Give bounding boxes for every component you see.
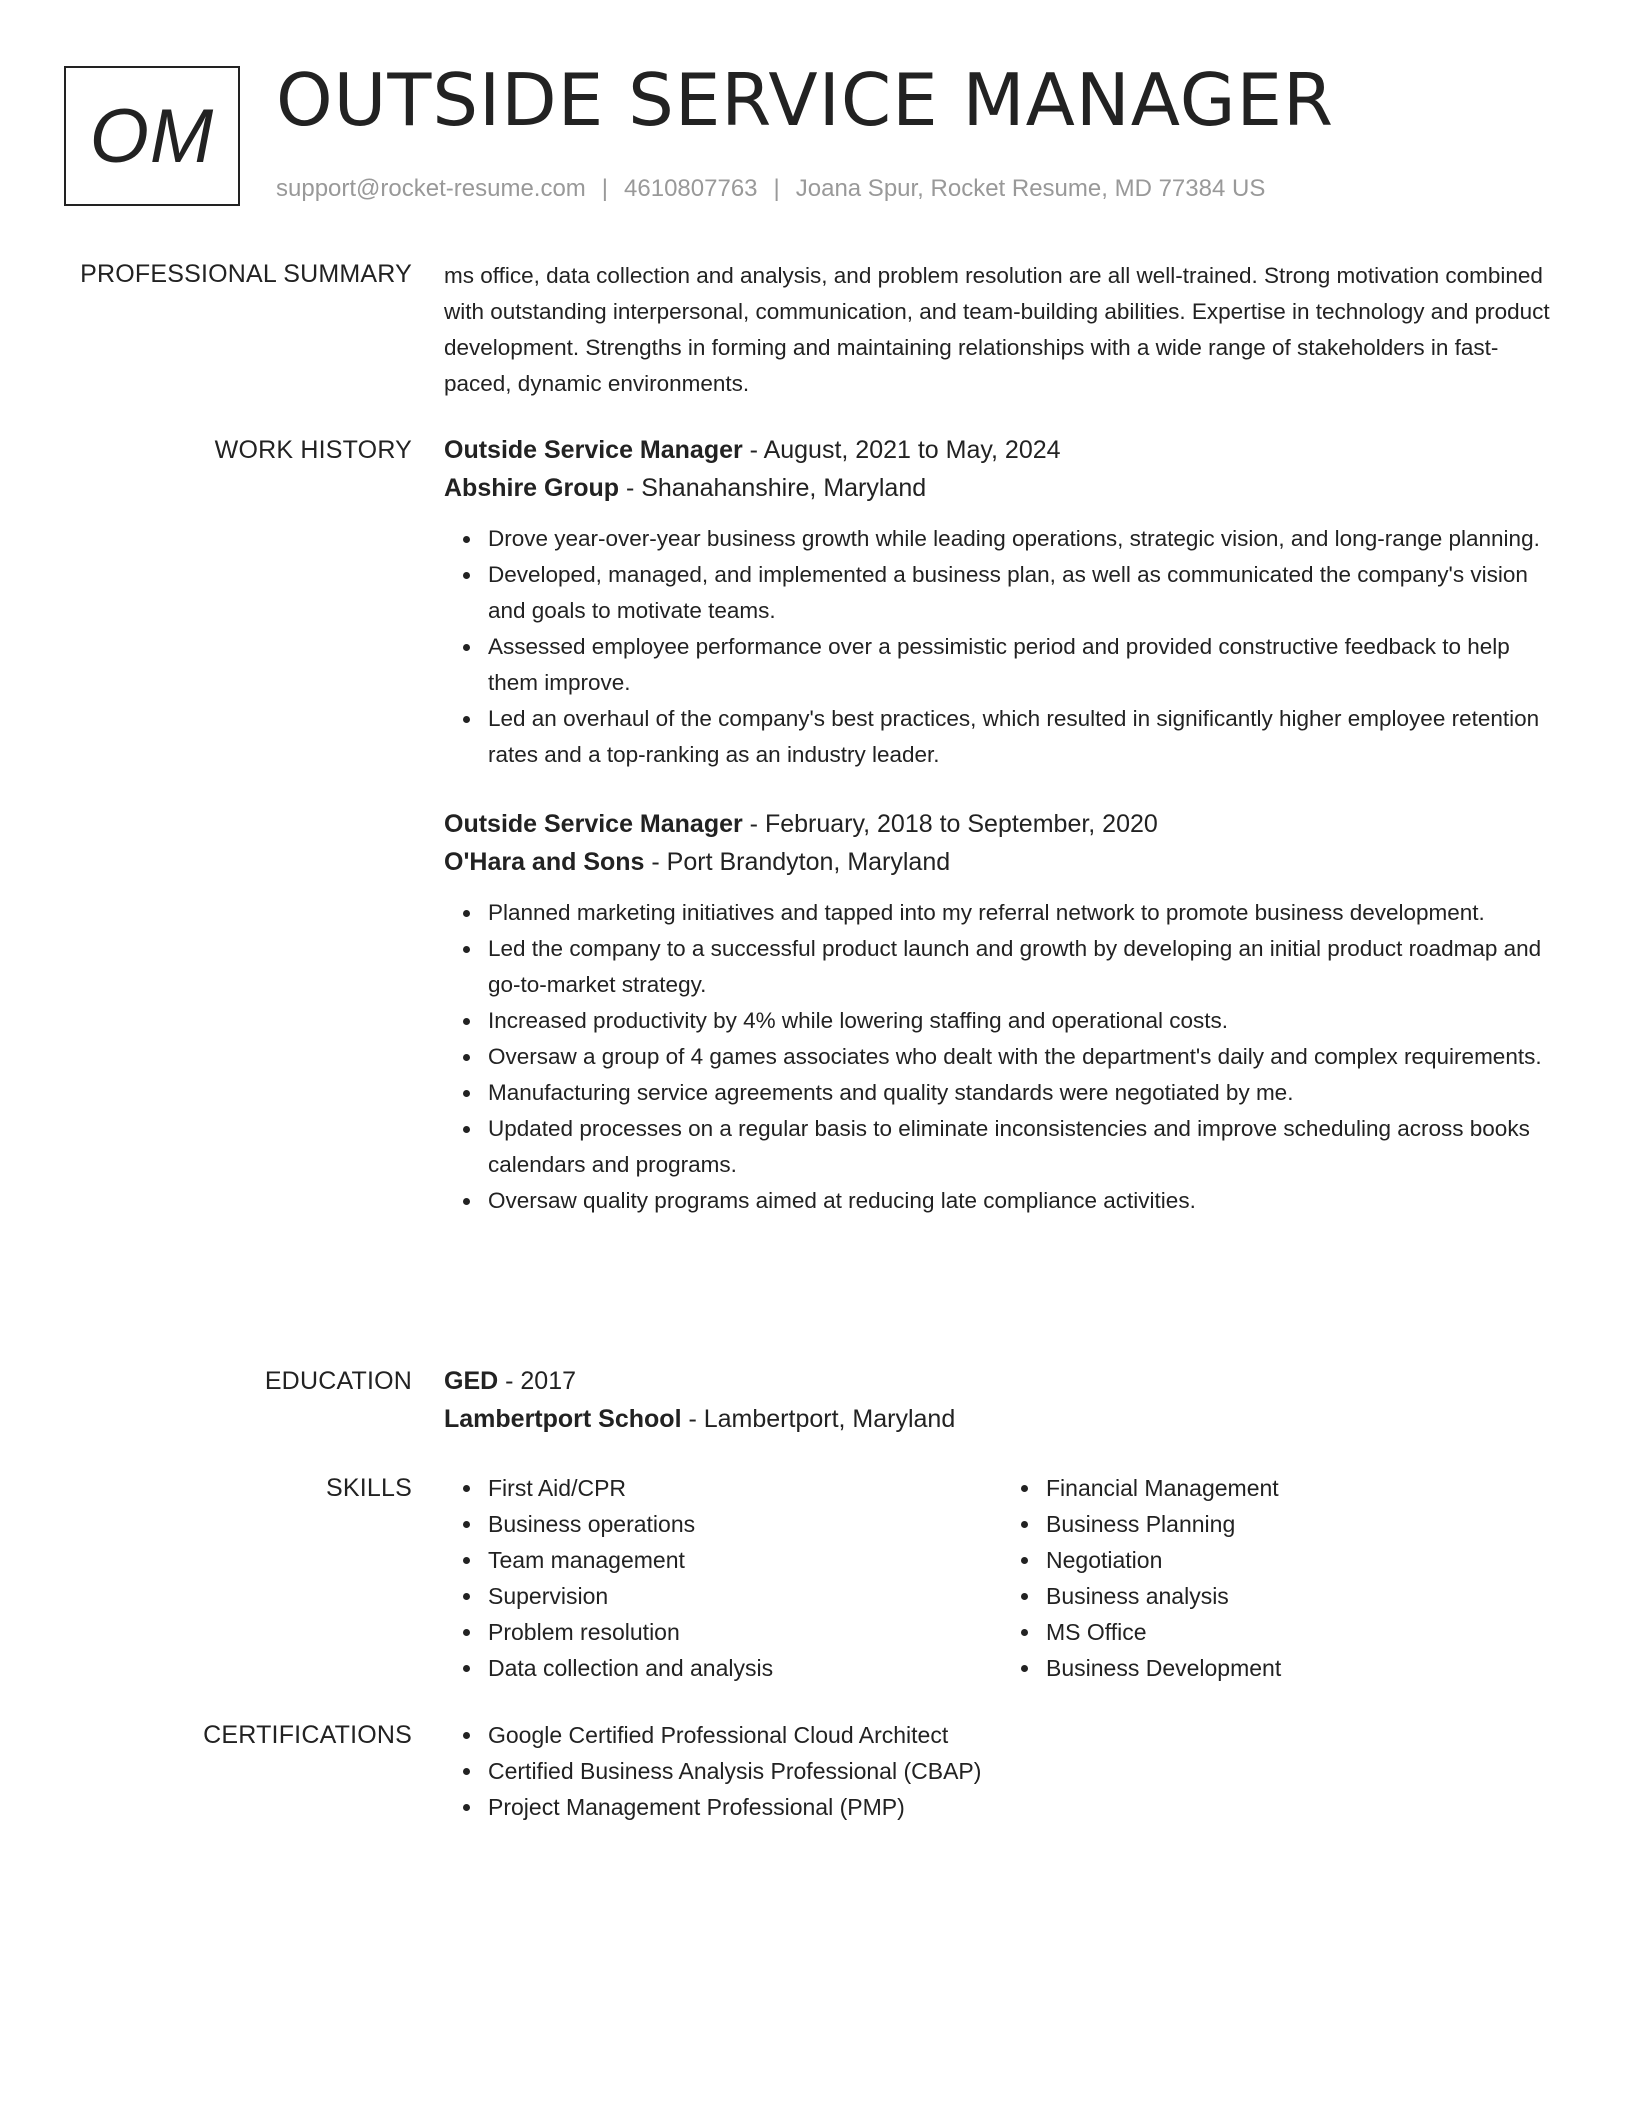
list-item: Oversaw a group of 4 games associates who dealt with the department's daily and complex requirements. (488, 1039, 1560, 1075)
contact-separator: | (773, 175, 780, 202)
section-heading: WORK HISTORY (214, 436, 412, 464)
job-location: - Port Brandyton, Maryland (644, 848, 951, 876)
job-location: - Shanahanshire, Maryland (619, 474, 927, 502)
list-item: Business Planning (1046, 1506, 1560, 1542)
job-dates: - February, 2018 to September, 2020 (742, 810, 1158, 838)
education-degree: GED (444, 1367, 499, 1395)
contact-phone: 4610807763 (624, 175, 758, 202)
contact-separator: | (601, 175, 609, 202)
job-company: Abshire Group (444, 474, 620, 502)
list-item: First Aid/CPR (488, 1470, 1002, 1506)
section-heading: PROFESSIONAL SUMMARY (80, 260, 412, 288)
list-item: Led an overhaul of the company's best practices, which resulted in significantly higher employee retention rates and a top-ranking as an industry leader. (488, 701, 1560, 773)
list-item: Business Development (1046, 1650, 1560, 1686)
education-school: Lambertport School (444, 1405, 682, 1433)
job-company-line (444, 469, 1560, 507)
section-heading: CERTIFICATIONS (203, 1721, 412, 1749)
contact-line (276, 172, 1265, 206)
list-item: Data collection and analysis (488, 1650, 1002, 1686)
monogram-initials: OM (89, 93, 215, 179)
list-item: Assessed employee performance over a pessimistic period and provided constructive feedback to help them improve. (488, 629, 1560, 701)
section-heading: EDUCATION (264, 1367, 412, 1395)
education-year: - 2017 (498, 1367, 577, 1395)
contact-email: support@rocket-resume.com (276, 175, 586, 202)
list-item: Certified Business Analysis Professional (CBAP) (488, 1753, 1560, 1789)
list-item: Project Management Professional (PMP) (488, 1789, 1560, 1825)
list-item: Updated processes on a regular basis to eliminate inconsistencies and improve scheduling across books calendars and programs. (488, 1111, 1560, 1183)
job-title-line (444, 431, 1560, 469)
certifications-list (444, 1717, 1560, 1825)
list-item: Business analysis (1046, 1578, 1560, 1614)
list-item: Team management (488, 1542, 1002, 1578)
list-item: Developed, managed, and implemented a business plan, as well as communicated the company's vision and goals to motivate teams. (488, 557, 1560, 629)
education-school-line (444, 1400, 1560, 1438)
job-bullets (444, 895, 1560, 1219)
section-heading: SKILLS (326, 1474, 412, 1502)
skills-list-left (444, 1470, 1002, 1686)
job-bullets (444, 521, 1560, 773)
list-item: Financial Management (1046, 1470, 1560, 1506)
monogram-badge (64, 66, 240, 206)
job-title-line (444, 805, 1560, 843)
education-degree-line (444, 1362, 1560, 1400)
job-dates: - August, 2021 to May, 2024 (742, 436, 1061, 464)
list-item: Oversaw quality programs aimed at reducing late compliance activities. (488, 1183, 1560, 1219)
education-location: - Lambertport, Maryland (681, 1405, 956, 1433)
list-item: MS Office (1046, 1614, 1560, 1650)
job-title: Outside Service Manager (444, 810, 743, 838)
job-company: O'Hara and Sons (444, 848, 645, 876)
list-item: Manufacturing service agreements and quality standards were negotiated by me. (488, 1075, 1560, 1111)
job-entry (444, 805, 1560, 1219)
skills-list-right (1002, 1470, 1560, 1686)
job-company-line (444, 843, 1560, 881)
list-item: Drove year-over-year business growth while leading operations, strategic vision, and long-range planning. (488, 521, 1560, 557)
list-item: Planned marketing initiatives and tapped into my referral network to promote business development. (488, 895, 1560, 931)
job-entry (444, 431, 1560, 773)
list-item: Google Certified Professional Cloud Architect (488, 1717, 1560, 1753)
list-item: Supervision (488, 1578, 1002, 1614)
resume-title: OUTSIDE SERVICE MANAGER (276, 58, 1335, 142)
job-title: Outside Service Manager (444, 436, 743, 464)
list-item: Increased productivity by 4% while lowering staffing and operational costs. (488, 1003, 1560, 1039)
list-item: Negotiation (1046, 1542, 1560, 1578)
list-item: Business operations (488, 1506, 1002, 1542)
list-item: Led the company to a successful product launch and growth by developing an initial product roadmap and go-to-market strategy. (488, 931, 1560, 1003)
contact-address: Joana Spur, Rocket Resume, MD 77384 US (795, 175, 1266, 202)
list-item: Problem resolution (488, 1614, 1002, 1650)
summary-text: ms office, data collection and analysis, and problem resolution are all well-trained. Strong motivation combined with outstanding interpersonal, communication, and team-building abilities. Expertise in technology and product development. Strengths in forming and maintaining relationships with a wide range of stakeholders in fast-paced, dynamic environments. (444, 263, 1550, 396)
